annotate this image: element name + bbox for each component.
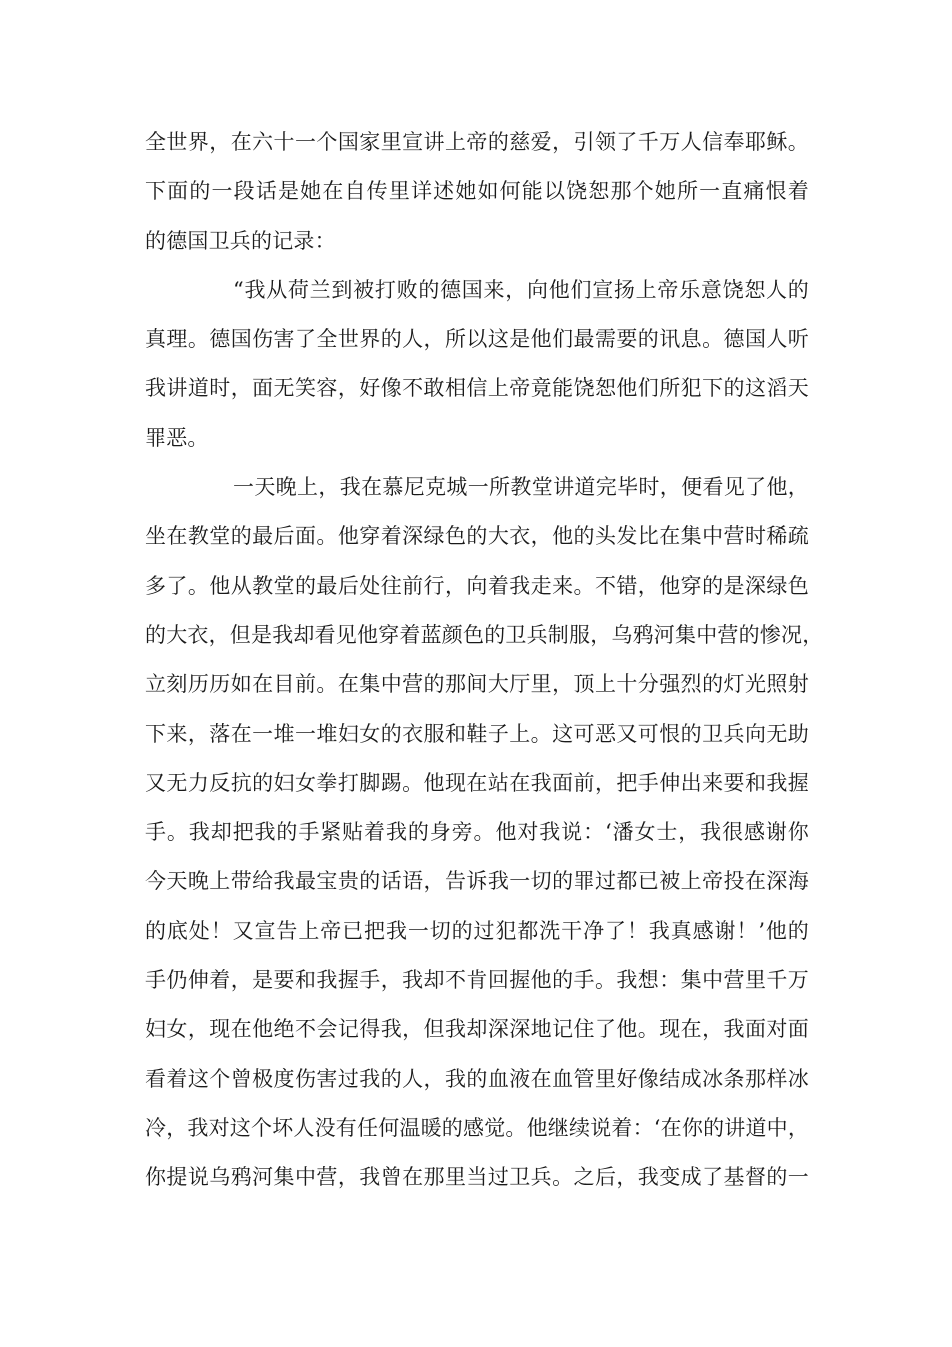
paragraph-first-line: “我从荷兰到被打败的德国来，向他们宣扬上帝乐意饶恕人的 (233, 277, 809, 302)
text-line: 的德国卫兵的记录： (145, 228, 336, 253)
text-line: 冷，我对这个坏人没有任何温暖的感觉。他继续说着：‘在你的讲道中， (145, 1115, 810, 1140)
text-line: 下面的一段话是她在自传里详述她如何能以饶恕那个她所一直痛恨着 (145, 179, 809, 204)
text-line: 你提说乌鸦河集中营，我曾在那里当过卫兵。之后，我变成了基督的一 (145, 1165, 809, 1190)
text-line: 真理。德国伤害了全世界的人，所以这是他们最需要的讯息。德国人听 (145, 327, 809, 352)
text-line: 立刻历历如在目前。在集中营的那间大厅里，顶上十分强烈的灯光照射 (145, 672, 809, 697)
text-line: 我讲道时，面无笑容，好像不敢相信上帝竟能饶恕他们所犯下的这滔天 (145, 376, 809, 401)
text-line: 下来，落在一堆一堆妇女的衣服和鞋子上。这可恶又可恨的卫兵向无助 (145, 721, 809, 746)
text-line: 坐在教堂的最后面。他穿着深绿色的大衣，他的头发比在集中营时稀疏 (145, 524, 809, 549)
text-line: 多了。他从教堂的最后处往前行，向着我走来。不错，他穿的是深绿色 (145, 573, 809, 598)
text-line: 的大衣，但是我却看见他穿着蓝颜色的卫兵制服，乌鸦河集中营的惨况， (145, 622, 824, 647)
text-line: 又无力反抗的妇女拳打脚踢。他现在站在我面前，把手伸出来要和我握 (145, 770, 809, 795)
text-line: 的底处！又宣告上帝已把我一切的过犯都洗干净了！我真感谢！’他的 (145, 918, 809, 943)
text-line: 手仍伸着，是要和我握手，我却不肯回握他的手。我想：集中营里千万 (145, 968, 809, 993)
text-line: 手。我却把我的手紧贴着我的身旁。他对我说：‘潘女士，我很感谢你 (145, 820, 809, 845)
text-line: 妇女，现在他绝不会记得我，但我却深深地记住了他。现在，我面对面 (145, 1017, 809, 1042)
text-line: 罪恶。 (145, 425, 209, 450)
body-text (145, 118, 824, 1203)
text-line: 看着这个曾极度伤害过我的人，我的血液在血管里好像结成冰条那样冰 (145, 1066, 809, 1091)
text-line: 今天晚上带给我最宝贵的话语，告诉我一切的罪过都已被上帝投在深海 (145, 869, 809, 894)
paragraph-first-line: 一天晚上，我在慕尼克城一所教堂讲道完毕时，便看见了他， (233, 475, 809, 500)
text-line: 全世界，在六十一个国家里宣讲上帝的慈爱，引领了千万人信奉耶稣。 (145, 130, 809, 154)
